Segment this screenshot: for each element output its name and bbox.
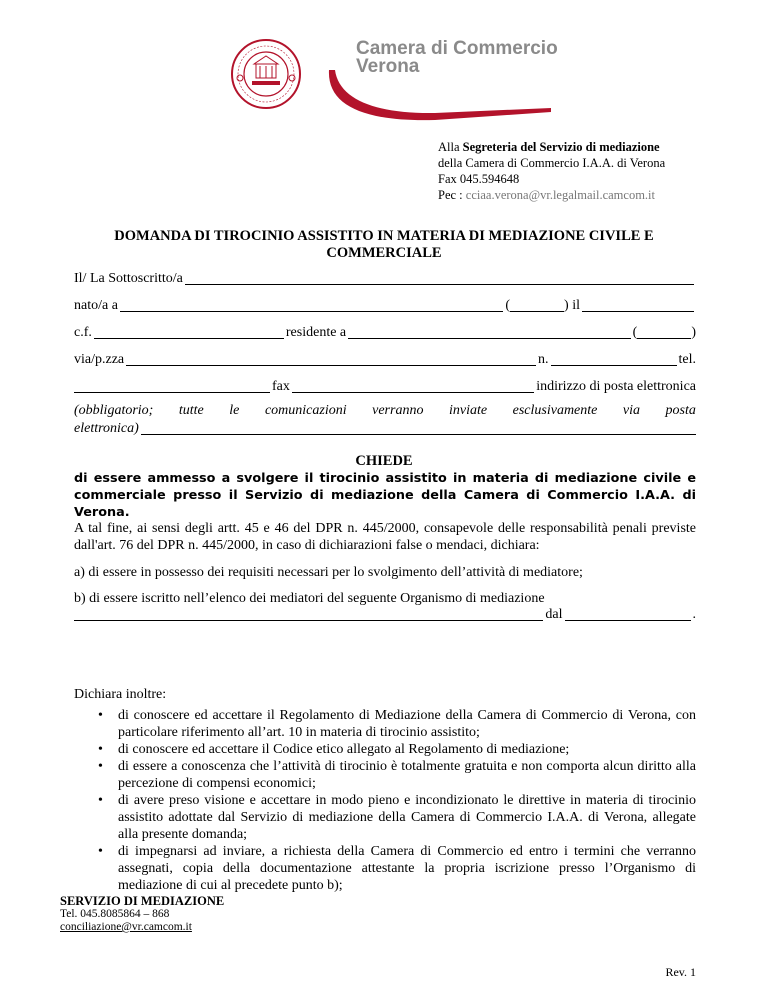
point-a: a) di essere in possesso dei requisiti necessari per lo svolgimento dell’attività di mediatore; <box>74 565 583 580</box>
form-row-birth <box>74 297 696 315</box>
label-fax: fax <box>272 379 290 394</box>
fax-field[interactable] <box>292 379 534 393</box>
label-cf: c.f. <box>74 325 92 340</box>
chiede-text: di essere ammesso a svolgere il tirocinio assistito in materia di mediazione civile e commerciale presso il Servizio di mediazione della Camera di Commercio I.A.A. di Verona. <box>74 471 696 520</box>
note-word: esclusivamente <box>512 403 598 418</box>
title-line-2: COMMERCIALE <box>326 245 442 261</box>
brand-line-1: Camera di Commercio <box>356 38 558 59</box>
note-word: posta <box>665 403 696 418</box>
address-fax: Fax 045.594648 <box>438 172 520 186</box>
brand-swoosh-icon <box>325 66 555 124</box>
list-item: • di conoscere ed accettare il Codice etico allegato al Regolamento di mediazione; <box>118 741 696 758</box>
email-field[interactable] <box>141 421 696 435</box>
note-word: (obbligatorio; <box>74 403 154 418</box>
label-via: via/p.zza <box>74 352 125 367</box>
address-pec-email: cciaa.verona@vr.legalmail.camcom.it <box>465 188 655 202</box>
note-word: verranno <box>372 403 424 418</box>
list-item: • di impegnarsi ad inviare, a richiesta della Camera di Commercio ed entro i termini che verranno assegnati, copia della documentazione attestante la propria iscrizione presso l’Organismo di mediazione di cui al precedete punto b); <box>118 843 696 894</box>
address-prefix: Alla <box>438 140 463 154</box>
street-number-field[interactable] <box>551 352 677 366</box>
fiscal-code-field[interactable] <box>94 325 284 339</box>
residence-field[interactable] <box>348 325 631 339</box>
birth-province-field[interactable] <box>510 298 564 312</box>
paren-open: ( <box>505 298 511 313</box>
note-word: comunicazioni <box>264 403 347 418</box>
form-row-residence <box>74 324 696 342</box>
note-word: tutte <box>178 403 204 418</box>
residence-province-field[interactable] <box>637 325 691 339</box>
note-word: inviate <box>448 403 488 418</box>
form-row-note <box>74 402 696 420</box>
birthdate-field[interactable] <box>582 298 694 312</box>
paren-close: ) <box>691 325 696 340</box>
label-dal: dal <box>545 607 563 622</box>
list-item: • di conoscere ed accettare il Regolamento di Mediazione della Camera di Commercio di Verona, con particolare riferimento all’art. 10 in materia di tirocinio assistito; <box>118 707 696 741</box>
label-nato: nato/a a <box>74 298 118 313</box>
form-row-organism <box>74 606 696 624</box>
label-pec: indirizzo di posta elettronica <box>536 379 696 394</box>
footer-title: SERVIZIO DI MEDIAZIONE <box>60 894 225 908</box>
form-row-contacts <box>74 378 696 396</box>
footer-tel: Tel. 045.8085864 – 868 <box>60 908 170 920</box>
brand-line-2: Verona <box>356 56 420 77</box>
phone-field[interactable] <box>74 379 270 393</box>
footer-email-link[interactable]: conciliazione@vr.camcom.it <box>60 921 192 933</box>
revision-label: Rev. 1 <box>665 965 696 979</box>
label-numero: n. <box>538 352 549 367</box>
organism-date-field[interactable] <box>565 607 691 621</box>
street-field[interactable] <box>126 352 536 366</box>
address-pec-label: Pec : <box>438 188 466 202</box>
note-word: via <box>622 403 641 418</box>
title-line-1: DOMANDA DI TIROCINIO ASSISTITO IN MATERIA DI MEDIAZIONE CIVILE E <box>114 228 654 244</box>
chiede-heading: CHIEDE <box>355 453 413 469</box>
form-row-name <box>74 270 696 288</box>
paren-open-2: ( <box>632 325 638 340</box>
form-row-email <box>74 420 696 438</box>
name-field[interactable] <box>185 271 694 285</box>
note-word: le <box>229 403 240 418</box>
form-row-street <box>74 351 696 369</box>
label-il: ) il <box>564 298 580 313</box>
intro-paragraph: A tal fine, ai sensi degli artt. 45 e 46 del DPR n. 445/2000, consapevole delle responsabilità penali previste dall'art. 76 del DPR n. 445/2000, in caso di dichiarazioni false o mendaci, dichiara: <box>74 521 696 553</box>
label-residente: residente a <box>285 325 347 340</box>
declaration-list <box>74 707 696 894</box>
list-item: • di essere a conoscenza che l’attività di tirocinio è totalmente gratuita e non comporta alcun diritto alla percezione di compensi economici; <box>118 758 696 792</box>
declarations <box>74 686 696 894</box>
dichiara-label: Dichiara inoltre: <box>74 687 167 702</box>
list-item: • di avere preso visione e accettare in modo pieno e incondizionato le direttive in materia di tirocinio assistito adottate dal Servizio di mediazione della Camera di Commercio I.A.A. di Verona, allegate alla presente domanda; <box>118 792 696 843</box>
period: . <box>692 607 696 622</box>
address-office: Segreteria del Servizio di mediazione <box>462 140 660 154</box>
birthplace-field[interactable] <box>120 298 503 312</box>
point-b: b) di essere iscritto nell’elenco dei mediatori del seguente Organismo di mediazione <box>74 591 545 606</box>
document-title <box>60 228 708 262</box>
organism-field[interactable] <box>74 607 543 621</box>
label-sottoscritto: Il/ La Sottoscritto/a <box>74 271 183 286</box>
note-end: elettronica) <box>74 421 139 436</box>
label-tel: tel. <box>678 352 696 367</box>
address-institution: della Camera di Commercio I.A.A. di Verona <box>438 156 666 170</box>
chamber-of-commerce-seal-icon <box>218 38 314 110</box>
recipient-address <box>438 139 665 203</box>
footer <box>60 895 224 934</box>
